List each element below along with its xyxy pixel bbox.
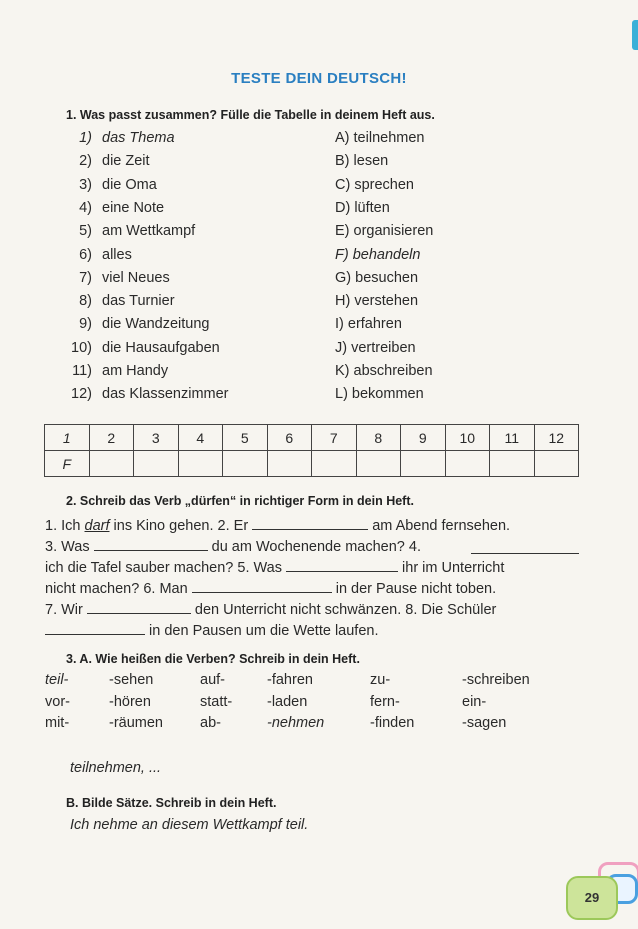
table-number-cell: 11 [490,425,535,451]
right-list-item: L) bekommen [335,386,424,403]
table-answer-cell [445,451,490,477]
table-answer-cell [89,451,134,477]
blank-1 [252,515,368,530]
left-item-number: 7) [79,269,92,286]
left-item-text: das Klassenzimmer [102,386,229,403]
table-answer-cell [401,451,446,477]
word-part: -räumen [109,715,163,731]
word-part: vor- [45,693,70,710]
table-number-cell: 4 [178,425,223,451]
table-answer-cell [490,451,535,477]
left-item-text: eine Note [102,199,165,216]
left-item-text: die Oma [102,176,157,193]
left-item-text: am Wettkampf [102,223,196,240]
page-edge-tab [632,20,638,50]
blank-4 [286,557,398,572]
word-part: zu- [370,672,391,688]
task2-example-word: darf [84,518,110,534]
table-answer-cell [267,451,312,477]
right-list-item: C) sprechen [335,176,414,193]
task3a-heading: 3. A. Wie heißen die Verben? Schreib in dein Heft. [66,652,360,666]
blank-6 [87,599,191,614]
left-item-number: 5) [79,223,92,240]
blank-2 [94,536,208,551]
answer-table-letter-row [45,451,579,477]
word-part: mit- [45,715,70,731]
right-list-item: G) besuchen [335,269,419,286]
blank-3 [471,539,579,554]
left-item-text: die Wandzeitung [102,316,210,333]
task2-line-2: 3. Was du am Wochenende machen? 4. [45,536,579,557]
table-answer-cell [223,451,268,477]
word-part: fern- [370,693,400,710]
table-number-cell: 8 [356,425,401,451]
word-part: -fahren [267,672,313,688]
table-number-cell: 2 [89,425,134,451]
task2-line-1: 1. Ich darf ins Kino gehen. 2. Er am Abend fernsehen. [45,515,579,536]
table-answer-cell [178,451,223,477]
blank-5 [192,578,332,593]
table-answer-cell [534,451,579,477]
left-item-text: die Hausaufgaben [102,339,220,356]
table-number-cell: 9 [401,425,446,451]
left-item-text: alles [102,246,132,263]
task3b-heading: B. Bilde Sätze. Schreib in dein Heft. [66,796,277,810]
word-part: -sagen [462,715,507,731]
right-list-item: A) teilnehmen [335,130,425,146]
table-number-cell: 3 [134,425,179,451]
word-part: -sehen [109,672,154,688]
word-part: -finden [370,715,415,731]
table-number-cell: 6 [267,425,312,451]
right-list-item: E) organisieren [335,223,434,240]
word-part: -schreiben [462,672,530,688]
table-answer-cell [134,451,179,477]
word-part: -hören [109,693,151,710]
right-list-item: J) vertreiben [335,339,416,356]
word-part: ab- [200,715,221,731]
left-item-number: 10) [71,339,92,356]
page-title: TESTE DEIN DEUTSCH! [231,70,407,87]
left-item-number: 6) [79,246,92,263]
task1-heading: 1. Was passt zusammen? Fülle die Tabelle in deinem Heft aus. [66,108,435,122]
task2-text [45,515,579,641]
table-answer-cell [312,451,357,477]
task2-heading: 2. Schreib das Verb „dürfen“ in richtiger Form in dein Heft. [66,494,414,508]
page-number: 29 [566,876,618,920]
left-item-number: 3) [79,176,92,193]
right-list-item: H) verstehen [335,293,419,310]
table-number-cell: 12 [534,425,579,451]
left-item-number: 8) [79,293,92,310]
word-part: -nehmen [267,715,325,731]
left-item-number: 4) [79,199,92,216]
blank-7 [45,620,145,635]
word-part: -laden [267,693,308,710]
right-list-item: B) lesen [335,153,389,170]
right-list-item: K) abschreiben [335,363,433,379]
task2-line-6: in den Pausen um die Wette laufen. [45,620,579,641]
task2-line-5: 7. Wir den Unterricht nicht schwänzen. 8. Die Schüler [45,599,579,620]
right-list-item: F) behandeln [335,246,421,263]
left-item-text: am Handy [102,363,169,379]
table-number-cell: 1 [45,425,90,451]
answer-table-number-row [45,425,579,451]
left-item-text: das Thema [102,130,175,146]
task3b-example: Ich nehme an diesem Wettkampf teil. [70,817,309,833]
left-item-number: 1) [79,130,92,146]
table-number-cell: 10 [445,425,490,451]
left-item-text: das Turnier [102,293,175,310]
left-item-number: 9) [79,316,92,333]
table-number-cell: 7 [312,425,357,451]
left-item-number: 2) [79,153,92,170]
word-part: statt- [200,693,233,710]
table-answer-cell [356,451,401,477]
left-item-text: viel Neues [102,269,170,286]
word-part: ein- [462,693,487,710]
right-list-item: I) erfahren [335,316,402,333]
left-item-number: 11) [72,363,92,379]
right-list-item: D) lüften [335,199,390,216]
left-item-text: die Zeit [102,153,150,170]
task3a-example: teilnehmen, ... [70,760,162,776]
answer-table [44,424,579,477]
word-part: auf- [200,672,225,688]
left-item-number: 12) [71,386,92,403]
table-answer-cell: F [45,451,90,477]
table-number-cell: 5 [223,425,268,451]
task2-line-3: ich die Tafel sauber machen? 5. Was ihr im Unterricht [45,557,579,578]
task2-line-4: nicht machen? 6. Man in der Pause nicht toben. [45,578,579,599]
word-part: teil- [45,672,69,688]
